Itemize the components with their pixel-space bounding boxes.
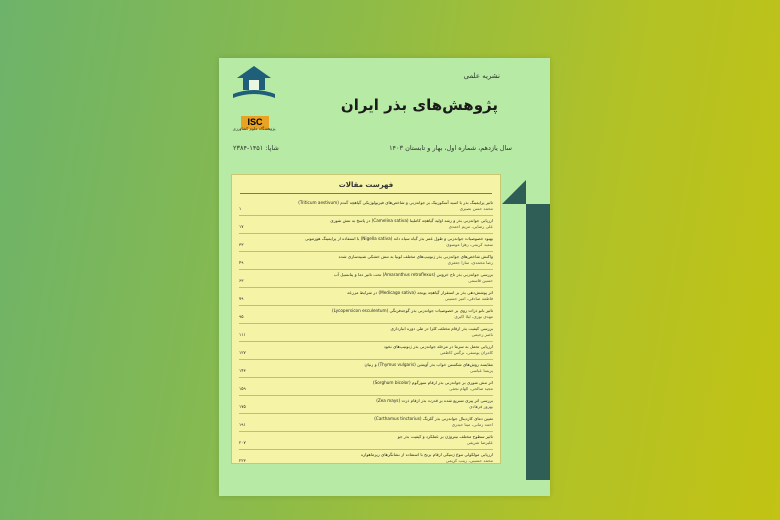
toc-item-authors: احمد زمانی، مینا حیدری (451, 422, 493, 427)
journal-cover (219, 58, 550, 496)
publisher-logo (227, 64, 281, 126)
toc-item-title: اثر تنش شوری بر جوانه‌زنی بذر ارقام سورگوم (Sorghum bicolor) (372, 380, 493, 385)
toc-item-authors: ناصر رحیمی (471, 332, 493, 337)
toc-item-page: ۱۴۳ (239, 368, 246, 373)
table-of-contents (231, 174, 501, 464)
toc-item-title: تعیین دمای کاردینال جوانه‌زنی بذر گلرنگ (Carthamus tinctorius) (374, 416, 493, 421)
toc-item[interactable] (239, 306, 493, 324)
toc-item-page: ۱۷۵ (239, 404, 246, 409)
toc-item[interactable] (239, 396, 493, 414)
toc-item-authors: علی رضایی، مریم احمدی (448, 224, 493, 229)
toc-item-page: ۳۳ (239, 242, 244, 247)
toc-item-title: تاثیر پرایمینگ بذر با اسید آسکوربیک بر جوانه‌زنی و شاخص‌های فیزیولوژیکی گیاهچه گندم (Triticum aestivum) (298, 200, 493, 205)
issue-info: سال یازدهم، شماره اول، بهار و تابستان ۱۴۰۳ (389, 144, 512, 152)
toc-item-page: ۶۳ (239, 278, 244, 283)
toc-item-title: مقایسه روش‌های شکستن خواب بذر آویشن (Thymus vulgaris) و زنیان (364, 362, 493, 367)
toc-item[interactable] (239, 360, 493, 378)
toc-item[interactable] (239, 432, 493, 450)
toc-item-authors: کامران یوسفی، نرگس کاظمی (439, 350, 493, 355)
toc-item-title: بررسی جوانه‌زنی بذر تاج خروس (Amaranthus retroflexus) تحت تاثیر دما و پتانسیل آب (333, 272, 493, 277)
toc-item-authors: حسین قاسمی (468, 278, 493, 283)
toc-item-page: ۱۷ (239, 224, 244, 229)
toc-item-title: ارزیابی مولکولی تنوع ژنتیکی ارقام برنج با استفاده از نشانگرهای ریزماهواره (360, 452, 493, 457)
toc-item[interactable] (239, 288, 493, 306)
toc-item-authors: مجید صالحی، الهام نجفی (449, 386, 493, 391)
toc-item[interactable] (239, 252, 493, 270)
toc-item-title: واکنش شاخص‌های جوانه‌زنی بذر ژنوتیپ‌های مختلف لوبیا به تنش خشکی شبیه‌سازی شده (338, 254, 493, 259)
toc-title: فهرست مقالات (338, 181, 394, 189)
toc-item-title: ارزیابی جوانه‌زنی بذر و رشد اولیه گیاهچه کاملینا (Camelina sativa) در پاسخ به تنش شوری (330, 218, 493, 223)
toc-item-authors: بهروز فرهادی (469, 404, 493, 409)
toc-item-page: ۹۵ (239, 314, 244, 319)
toc-item[interactable] (239, 216, 493, 234)
toc-item-title: بهبود خصوصیات جوانه‌زنی و طول عمر بذر گیاه سیاه دانه (Nigella sativa) با استفاده از پرایمینگ هورمونی (305, 236, 493, 241)
toc-item-page: ۱۲۷ (239, 350, 246, 355)
toc-item-authors: رضا محمدی، سارا جعفری (447, 260, 493, 265)
toc-item-page: ۱ (239, 206, 242, 211)
toc-item[interactable] (239, 414, 493, 432)
toc-item-title: تاثیر نانو ذرات روی بر خصوصیات جوانه‌زنی بذر گوجه‌فرنگی (Lycopersicon esculentum) (331, 308, 493, 313)
cover-accent-bar (526, 204, 550, 480)
toc-item-page: ۲۰۷ (239, 440, 246, 445)
toc-item-page: ۷۹ (239, 296, 244, 301)
toc-item[interactable] (239, 234, 493, 252)
toc-item-authors: محمد حسن نصیری (459, 206, 493, 211)
institute-logo-icon (227, 64, 281, 100)
toc-item-authors: پریسا عباسی (469, 368, 493, 373)
toc-item-title: تاثیر سطوح مختلف نیتروژن بر عملکرد و کیفیت بذر جو (397, 434, 493, 439)
toc-item-authors: علیرضا شریفی (466, 440, 493, 445)
isc-badge: ISC (241, 116, 269, 129)
toc-item[interactable] (239, 450, 493, 464)
toc-list (232, 198, 500, 464)
issn: شاپا: ۱۴۵۱-۲۳۸۴ (233, 144, 279, 152)
toc-item-authors: سعید کریمی، زهرا موسوی (446, 242, 493, 247)
toc-item-page: ۱۵۹ (239, 386, 246, 391)
toc-item-title: بررسی اثر پیری تسریع شده بر قدرت بذر ارقام ذرت (Zea mays) (376, 398, 493, 403)
toc-item[interactable] (239, 342, 493, 360)
toc-divider (240, 193, 492, 194)
toc-item-authors: مهدی نوری، لیلا اکبری (454, 314, 493, 319)
toc-item-page: ۴۹ (239, 260, 244, 265)
publisher-caption: پژوهشگاه علوم کشاورزی (232, 126, 276, 131)
journal-title: پژوهش‌های بذر ایران (340, 96, 498, 114)
toc-item-page: ۱۹۱ (239, 422, 246, 427)
cover-accent-corner (502, 180, 526, 204)
toc-item[interactable] (239, 198, 493, 216)
toc-item-title: اثر پوشش‌دهی بذر بر استقرار گیاهچه یونجه (Medicago sativa) در شرایط مزرعه (347, 290, 493, 295)
toc-item-title: بررسی کیفیت بذر ارقام مختلف کلزا در طی دوره انبارداری (390, 326, 493, 331)
toc-item-page: ۱۱۱ (239, 332, 246, 337)
toc-item-title: ارزیابی تحمل به سرما در مرحله جوانه‌زنی بذر ژنوتیپ‌های نخود (383, 344, 493, 349)
toc-item-page: ۲۲۳ (239, 458, 246, 463)
toc-item[interactable] (239, 270, 493, 288)
toc-item[interactable] (239, 378, 493, 396)
toc-item[interactable] (239, 324, 493, 342)
journal-kind: نشریه علمی (463, 72, 500, 80)
toc-item-authors: فاطمه صادقی، امیر حسینی (444, 296, 493, 301)
toc-item-authors: محمد حسینی، زینب کریمی (445, 458, 493, 463)
